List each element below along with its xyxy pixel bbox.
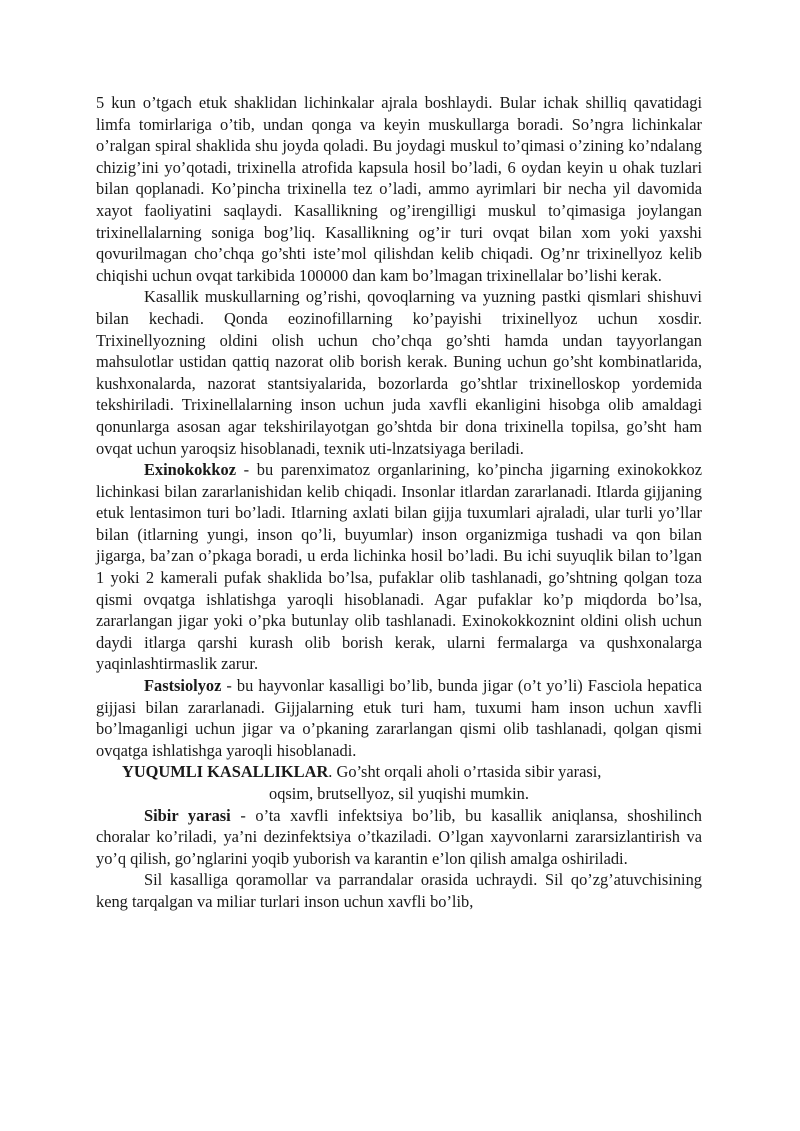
term-anthrax: Sibir yarasi — [144, 805, 231, 825]
paragraph-fascioliasis — [96, 675, 702, 761]
document-page — [96, 92, 702, 913]
paragraph-trichinella-lifecycle: 5 kun o’tgach etuk shaklidan lichinkalar ajrala boshlaydi. Bular ichak shilliq qavatidagi limfa tomirlariga o’tib, undan qonga va keyin muskullarga boradi. So’ngra lichinkalar o’ralgan spiral shaklida shu joyda qoladi. Bu joydagi muskul to’qimasi o’zining ko’ndalang chizig’ini yo’qotadi, trixinella atrofida kapsula hosil bo’ladi, 6 oydan keyin u ohak tuzlari bilan qoplanadi. Ko’pincha trixinella tez o’ladi, ammo ayrimlari bir necha yil davomida xayot faoliyatini saqlaydi. Kasallikning og’irengilligi muskul to’qimasiga joylangan trixinellalarning soniga bog’liq. Kasallikning og’ir turi ovqat bilan xom yoki yaxshi qovurilmagan cho’chqa go’shti iste’mol qilishdan kelib chiqadi. Og’nr trixinellyoz kelib chiqishi uchun ovqat tarkibida 100000 dan kam bo’lmagan trixinellalar bo’lishi kerak. — [96, 93, 702, 285]
paragraph-echinococcosis-text: - bu parenximatoz organlarining, ko’pincha jigarning exinokokkoz lichinkasi bilan zararlanishidan kelib chiqadi. Insonlar itlardan zararlanadi. Itlarda gijjaning etuk lentasimon turi bo’ladi. Itlarning axlati bilan gijja tuxumlari ajraladi, ular turli yo’llar bilan (itlarning yungi, inson qo’li, buyumlar) inson organizmiga tushadi va qon bilan jigarga, ba’zan o’pkaga boradi, u erda lichinka hosil bo’ladi. Bu ichi suyuqlik bilan to’lgan 1 yoki 2 kamerali pufak shaklida bo’lsa, pufaklar olib tashlanadi, go’shtning qolgan toza qismi ovqatga ishlatishga yaroqli hisoblanadi. Agar pufaklar ko’p miqdorda bo’lsa, zararlangan jigar yoki o’pka butunlay olib tashlanadi. Exinokokkoznint oldini olish uchun daydi itlarga qarshi kurash olib borish kerak, ularni fermalarga va qushxonalarga yaqinlashtirmaslik zarur. — [96, 460, 702, 674]
paragraph-anthrax-text: - o’ta xavfli infektsiya bo’lib, bu kasallik aniqlansa, shoshilinch choralar ko’riladi, ya’ni dezinfektsiya o’tkaziladi. O’lgan xayvonlarni zararsizlantirish va yo’q qilish, go’nglarini yoqib yuborish va karantin e’lon qilish amalga oshiriladi. — [96, 805, 702, 868]
term-fascioliasis: Fastsiolyoz — [144, 676, 222, 696]
paragraph-trichinellosis-symptoms: Kasallik muskullarning og’rishi, qovoqlarning va yuzning pastki qismlari shishuvi bilan kechadi. Qonda eozinofillarning ko’payishi trixinellyoz uchun xosdir. Trixinellyozning oldini olish uchun cho’chqa go’shti hamda undan tayyorlangan mahsulotlar ustidan qattiq nazorat olib borish kerak. Buning uchun go’sht kombinatlarida, kushxonalarda, nazorat stantsiyalarida, bozorlarda go’shtlar trixinelloskop yordemida tekshiriladi. Trixinellalarning inson uchun juda xavfli ekanligini hisobga olib amaldagi qonunlarga asosan agar tekshirilayotgan go’shtda bir dona trixinella topilsa, go’sht ham ovqat uchun yaroqsiz hisoblanadi, texnik uti-lnzatsiyaga beriladi. — [96, 287, 702, 458]
paragraph-anthrax — [96, 805, 702, 870]
term-echinococcosis: Exinokokkoz — [144, 460, 237, 480]
heading-term: YUQUMLI KASALLIKLAR — [122, 762, 329, 782]
section-heading-infectious-diseases — [96, 761, 702, 783]
paragraph-echinococcosis — [96, 459, 702, 675]
heading-rest: . Go’sht orqali aholi o’rtasida sibir yarasi, — [328, 762, 602, 782]
paragraph-tuberculosis: Sil kasalliga qoramollar va parrandalar orasida uchraydi. Sil qo’zg’atuvchisining keng tarqalgan va miliar turlari inson uchun xavfli bo’lib, — [96, 870, 702, 911]
paragraph-fascioliasis-text: - bu hayvonlar kasalligi bo’lib, bunda jigar (o’t yo’li) Fasciola hepatica gijjasi bilan zararlanadi. Gijjalarning etuk turi ham, tuxumi ham inson uchun xavfli bo’lmaganligi uchun jigar va o’pkaning zararlangan qismi olib tashlanadi, qolgan qismi ovqatga ishlatishga yaroqli hisoblanadi. — [96, 676, 702, 760]
section-heading-line2: oqsim, brutsellyoz, sil yuqishi mumkin. — [269, 784, 529, 803]
